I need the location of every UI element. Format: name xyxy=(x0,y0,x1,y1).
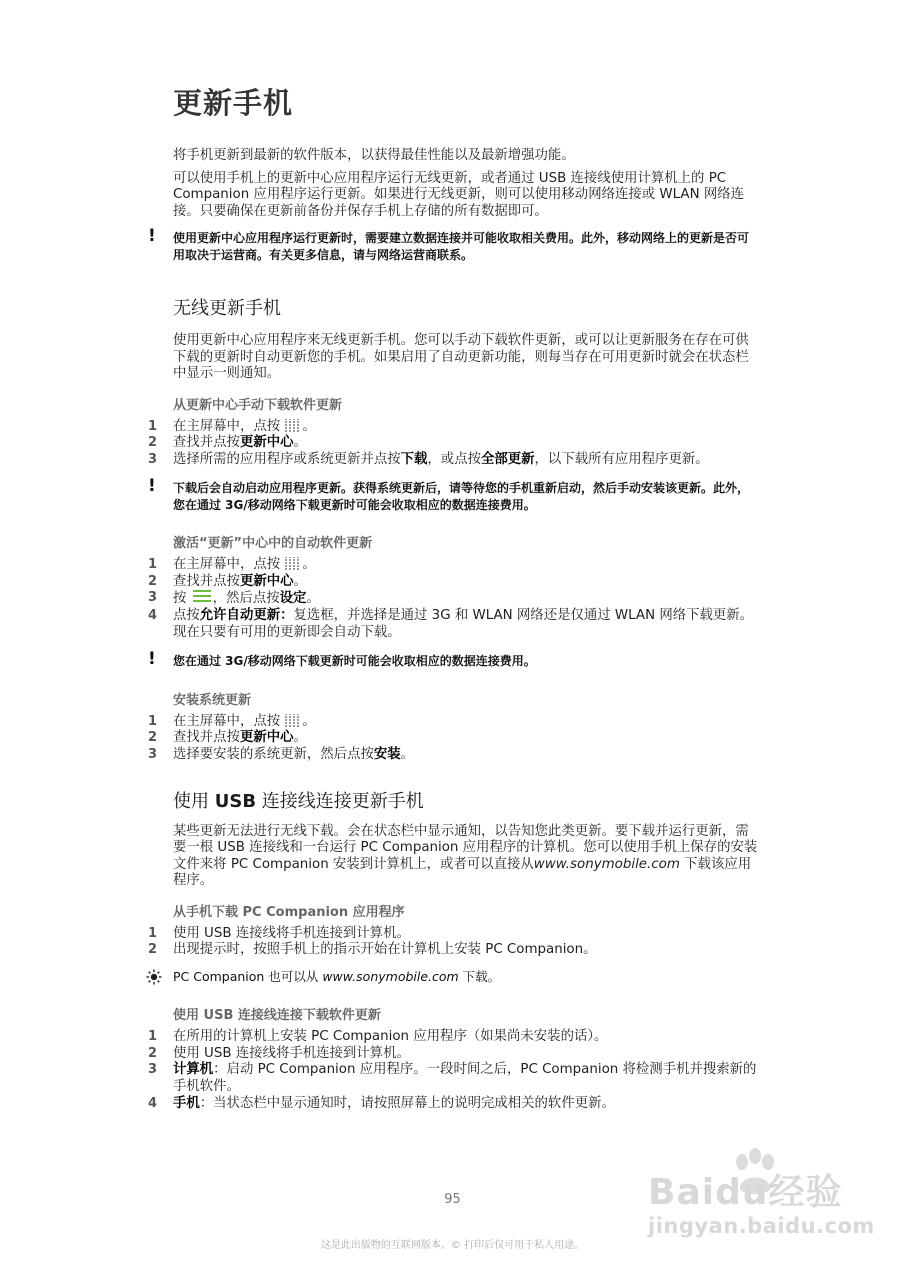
tip-pc-companion: PC Companion 也可以从 www.sonymobile.com 下载。 xyxy=(173,969,758,986)
list-item: 1 在主屏幕中，点按 。 xyxy=(148,418,316,434)
steps-usb-software-update xyxy=(148,1029,758,1112)
list-item: 3 计算机：启动 PC Companion 应用程序。一段时间之后，PC Companion 将检测手机并搜索新的手机软件。 xyxy=(148,1062,757,1094)
steps-pc-companion-download xyxy=(148,925,758,959)
list-item: 1 在主屏幕中，点按 。 xyxy=(148,557,316,573)
list-item: 2 查找并点按更新中心。 xyxy=(148,730,307,746)
list-item: 2 出现提示时，按照手机上的指示开始在计算机上安装 PC Companion。 xyxy=(148,942,597,958)
list-item: 2 查找并点按更新中心。 xyxy=(148,435,307,451)
footer-notice: 这是此出版物的互联网版本。© 打印后仅可用于私人用途。 xyxy=(320,1240,585,1251)
subheading-usb-software-update: 使用 USB 连接线连接下载软件更新 xyxy=(173,1008,381,1024)
section-heading-wireless: 无线更新手机 xyxy=(173,298,281,319)
subheading-install-system-update: 安装系统更新 xyxy=(173,692,252,708)
subheading-auto-update: 激活“更新”中心中的自动软件更新 xyxy=(173,536,373,552)
list-item: 1 使用 USB 连接线将手机连接到计算机。 xyxy=(148,925,410,941)
baidu-watermark xyxy=(640,1148,900,1273)
app-grid-icon xyxy=(285,714,301,727)
wireless-description: 使用更新中心应用程序来无线更新手机。您可以手动下载软件更新，或可以让更新服务在存在可供下载的更新时自动更新您的手机。如果启用了自动更新功能，则每当存在可用更新时就会在状态栏中显示一则通知。 xyxy=(173,333,749,381)
content-column xyxy=(148,86,758,1112)
subheading-manual-download: 从更新中心手动下载软件更新 xyxy=(173,397,343,413)
note-auto-install xyxy=(148,476,758,513)
usb-description: 某些更新无法进行无线下载。会在状态栏中显示通知，以告知您此类更新。要下载并运行更新，需要一根 USB 连接线和一台运行 PC Companion 应用程序的计算机。您可以使用手机上保存的安装文件来将 PC Companion 安装到计算机上，或者可以直接从www.sonymobile.com 下载该应用程序。 xyxy=(173,823,758,889)
list-item: 3 按 ，然后点按设定。 xyxy=(148,590,320,607)
note-text: 您在通过 3G/移动网络下载更新时可能会收取相应的数据连接费用。 xyxy=(173,654,536,669)
watermark-url: jingyan.baidu.com xyxy=(648,1214,875,1238)
note-text: 下载后会自动启动应用程序更新。获得系统更新后，请等待您的手机重新启动，然后手动安装该更新。此外，您在通过 3G/移动网络下载更新时可能会收取相应的数据连接费用。 xyxy=(173,481,750,512)
page-number: 95 xyxy=(444,1192,461,1207)
exclamation-icon: ! xyxy=(148,476,156,497)
exclamation-icon: ! xyxy=(148,649,156,670)
exclamation-icon: ! xyxy=(148,226,156,246)
list-item: 3 选择要安装的系统更新，然后点按安装。 xyxy=(148,746,415,762)
list-item: 4 点按允许自动更新：复选框，并选择是通过 3G 和 WLAN 网络还是仅通过 WLAN 网络下载更新。现在只要有可用的更新即会自动下载。 xyxy=(148,608,754,640)
steps-auto-update xyxy=(148,557,758,641)
subheading-pc-companion-download: 从手机下载 PC Companion 应用程序 xyxy=(173,904,405,920)
note-data-charges xyxy=(148,226,758,263)
page-title: 更新手机 xyxy=(173,86,294,120)
list-item: 3 选择所需的应用程序或系统更新并点按下载，或点按全部更新，以下载所有应用程序更新。 xyxy=(148,451,709,467)
menu-icon xyxy=(193,590,211,604)
list-item: 1 在主屏幕中，点按 。 xyxy=(148,713,316,729)
list-item: 2 查找并点按更新中心。 xyxy=(148,573,307,589)
note-text: 使用更新中心应用程序运行更新时，需要建立数据连接并可能收取相关费用。此外，移动网络上的更新是否可用取决于运营商。有关更多信息，请与网络运营商联系。 xyxy=(173,231,750,262)
sonymobile-link[interactable]: www.sonymobile.com xyxy=(322,968,459,984)
section-heading-usb: 使用 USB 连接线连接更新手机 xyxy=(173,790,424,812)
steps-manual-download xyxy=(148,418,758,469)
steps-install-system-update xyxy=(148,713,758,764)
app-grid-icon xyxy=(285,557,301,570)
intro-paragraph-1: 将手机更新到最新的软件版本，以获得最佳性能以及最新增强功能。 xyxy=(173,148,575,163)
list-item: 2 使用 USB 连接线将手机连接到计算机。 xyxy=(148,1045,410,1061)
sonymobile-link[interactable]: www.sonymobile.com xyxy=(533,856,680,872)
note-3g-charges xyxy=(148,649,758,670)
list-item: 4 手机：当状态栏中显示通知时，请按照屏幕上的说明完成相关的软件更新。 xyxy=(148,1095,615,1111)
watermark-logo: Baidu经验 xyxy=(648,1172,843,1213)
intro-paragraph-2: 可以使用手机上的更新中心应用程序运行无线更新，或者通过 USB 连接线使用计算机上的 PC Companion 应用程序运行更新。如果进行无线更新，则可以使用移动网络连接或 WLAN 网络连接。只要确保在更新前备份并保存手机上存储的所有数据即可。 xyxy=(173,170,745,219)
lightbulb-icon xyxy=(146,969,162,985)
app-grid-icon xyxy=(285,419,301,432)
list-item: 1 在所用的计算机上安装 PC Companion 应用程序（如果尚未安装的话）。 xyxy=(148,1029,608,1045)
